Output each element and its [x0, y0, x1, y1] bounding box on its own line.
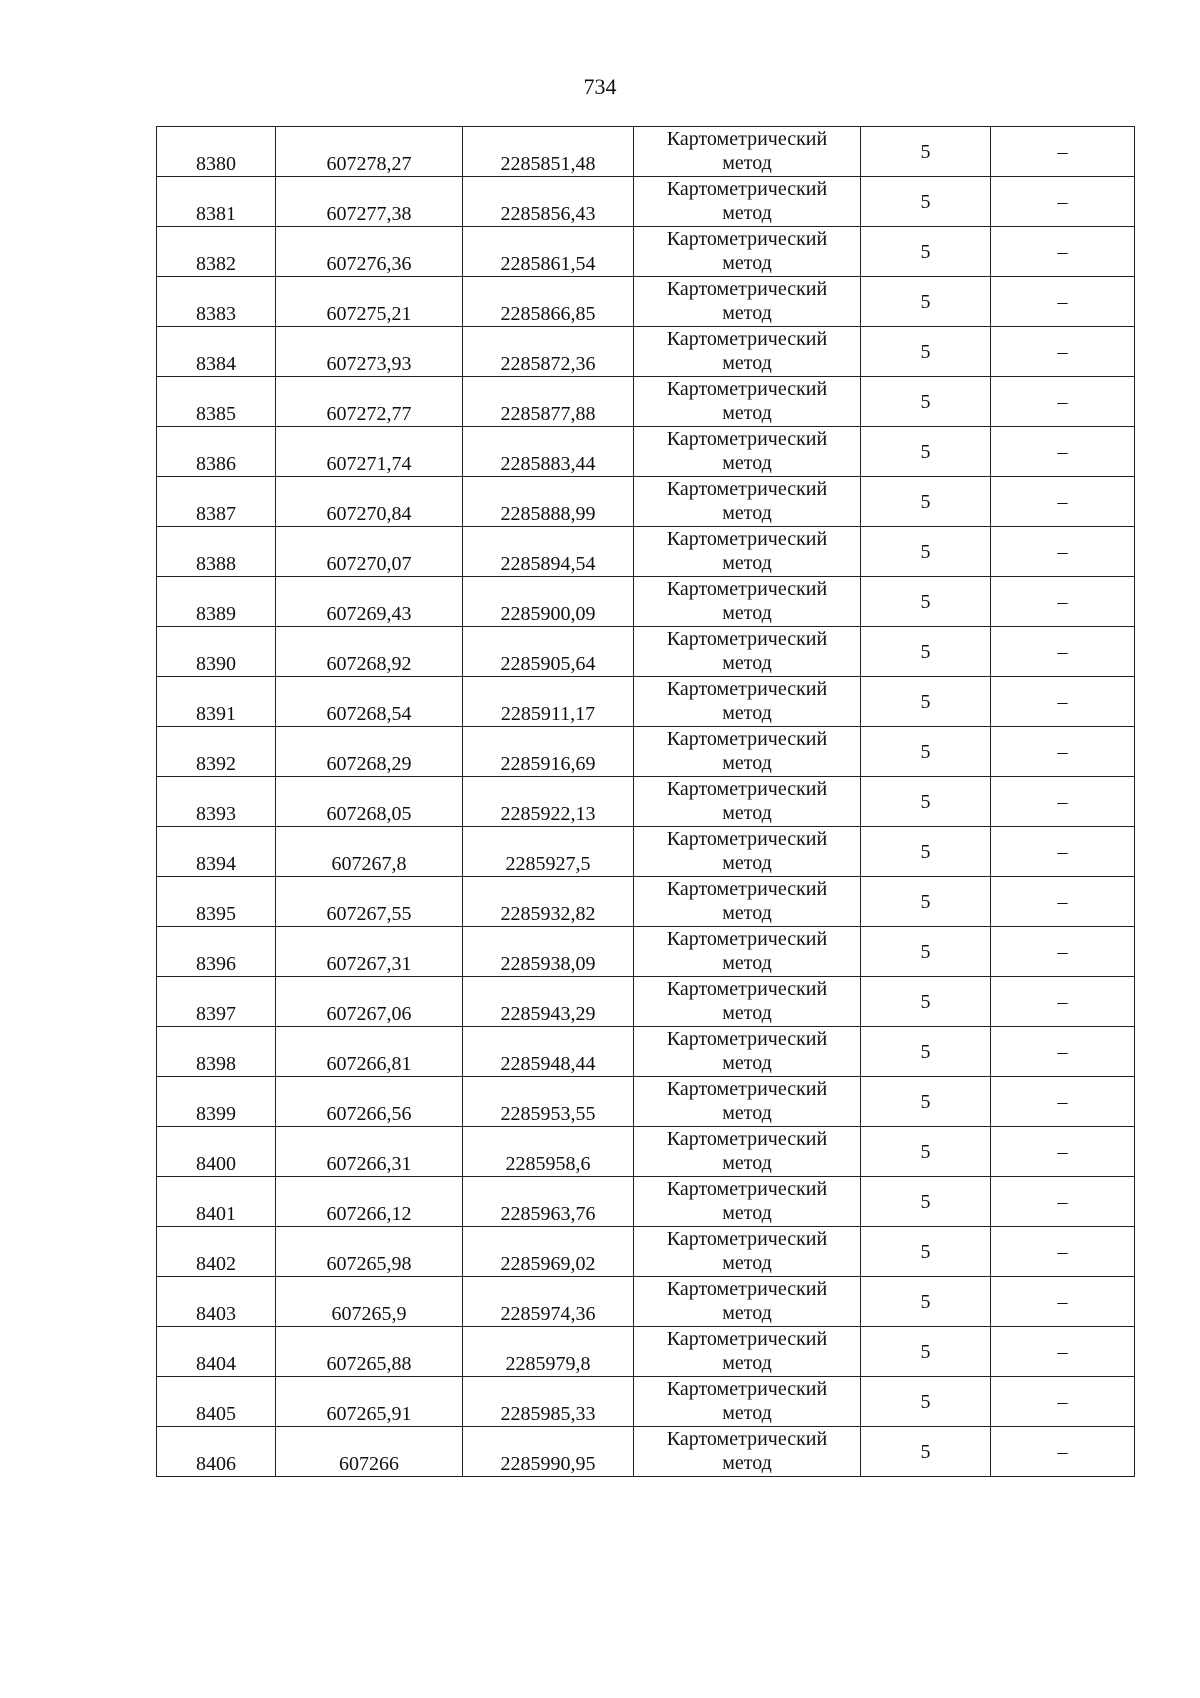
point-number-cell: 8386 — [157, 427, 276, 477]
method-cell — [634, 1127, 861, 1177]
page-number: 734 — [583, 74, 617, 99]
y-coordinate-cell: 2285888,99 — [463, 477, 634, 527]
table-row — [157, 1127, 1135, 1177]
method-line-2: метод — [722, 1402, 772, 1424]
accuracy-cell: 5 — [861, 1077, 991, 1127]
point-number-cell: 8385 — [157, 377, 276, 427]
table-row — [157, 577, 1135, 627]
accuracy-cell: 5 — [861, 877, 991, 927]
method-line-1: Картометрический — [666, 378, 828, 400]
method-line-2: метод — [722, 702, 772, 724]
x-coordinate-cell: 607278,27 — [276, 127, 463, 177]
accuracy-cell: 5 — [861, 1127, 991, 1177]
note-cell: – — [991, 1127, 1135, 1177]
y-coordinate-cell: 2285894,54 — [463, 527, 634, 577]
method-cell — [634, 1277, 861, 1327]
note-cell: – — [991, 927, 1135, 977]
method-line-1: Картометрический — [666, 1378, 828, 1400]
method-cell — [634, 1027, 861, 1077]
note-cell: – — [991, 577, 1135, 627]
x-coordinate-cell: 607273,93 — [276, 327, 463, 377]
y-coordinate-cell: 2285922,13 — [463, 777, 634, 827]
method-cell — [634, 127, 861, 177]
note-cell: – — [991, 1327, 1135, 1377]
method-line-1: Картометрический — [666, 1078, 828, 1100]
table-row — [157, 1327, 1135, 1377]
accuracy-cell: 5 — [861, 627, 991, 677]
point-number-cell: 8388 — [157, 527, 276, 577]
method-cell — [634, 377, 861, 427]
y-coordinate-cell: 2285985,33 — [463, 1377, 634, 1427]
method-cell — [634, 1377, 861, 1427]
method-line-2: метод — [722, 1202, 772, 1224]
point-number-cell: 8400 — [157, 1127, 276, 1177]
point-number-cell: 8398 — [157, 1027, 276, 1077]
method-line-2: метод — [722, 852, 772, 874]
table-row — [157, 1377, 1135, 1427]
method-cell — [634, 177, 861, 227]
method-cell — [634, 1227, 861, 1277]
point-number-cell: 8391 — [157, 677, 276, 727]
method-cell — [634, 277, 861, 327]
note-cell: – — [991, 1277, 1135, 1327]
table-row — [157, 1277, 1135, 1327]
point-number-cell: 8387 — [157, 477, 276, 527]
table-row — [157, 877, 1135, 927]
table-body — [157, 127, 1135, 1477]
note-cell: – — [991, 327, 1135, 377]
note-cell: – — [991, 1027, 1135, 1077]
table-row — [157, 1177, 1135, 1227]
point-number-cell: 8394 — [157, 827, 276, 877]
point-number-cell: 8390 — [157, 627, 276, 677]
y-coordinate-cell: 2285990,95 — [463, 1427, 634, 1477]
note-cell: – — [991, 627, 1135, 677]
point-number-cell: 8404 — [157, 1327, 276, 1377]
x-coordinate-cell: 607266,12 — [276, 1177, 463, 1227]
accuracy-cell: 5 — [861, 827, 991, 877]
method-line-2: метод — [722, 252, 772, 274]
method-line-1: Картометрический — [666, 878, 828, 900]
method-line-2: метод — [722, 452, 772, 474]
method-line-1: Картометрический — [666, 1128, 828, 1150]
method-line-1: Картометрический — [666, 328, 828, 350]
accuracy-cell: 5 — [861, 1177, 991, 1227]
point-number-cell: 8405 — [157, 1377, 276, 1427]
table-row — [157, 327, 1135, 377]
note-cell: – — [991, 977, 1135, 1027]
accuracy-cell: 5 — [861, 677, 991, 727]
method-line-1: Картометрический — [666, 628, 828, 650]
table-row — [157, 127, 1135, 177]
method-line-2: метод — [722, 1152, 772, 1174]
method-cell — [634, 477, 861, 527]
table-row — [157, 777, 1135, 827]
x-coordinate-cell: 607276,36 — [276, 227, 463, 277]
method-line-1: Картометрический — [666, 228, 828, 250]
accuracy-cell: 5 — [861, 577, 991, 627]
method-cell — [634, 1177, 861, 1227]
x-coordinate-cell: 607270,07 — [276, 527, 463, 577]
method-cell — [634, 877, 861, 927]
y-coordinate-cell: 2285856,43 — [463, 177, 634, 227]
note-cell: – — [991, 877, 1135, 927]
y-coordinate-cell: 2285958,6 — [463, 1127, 634, 1177]
y-coordinate-cell: 2285943,29 — [463, 977, 634, 1027]
point-number-cell: 8383 — [157, 277, 276, 327]
point-number-cell: 8389 — [157, 577, 276, 627]
method-cell — [634, 577, 861, 627]
method-line-2: метод — [722, 552, 772, 574]
note-cell: – — [991, 1377, 1135, 1427]
x-coordinate-cell: 607271,74 — [276, 427, 463, 477]
method-cell — [634, 927, 861, 977]
note-cell: – — [991, 227, 1135, 277]
y-coordinate-cell: 2285900,09 — [463, 577, 634, 627]
y-coordinate-cell: 2285938,09 — [463, 927, 634, 977]
method-cell — [634, 527, 861, 577]
method-cell — [634, 777, 861, 827]
x-coordinate-cell: 607266,81 — [276, 1027, 463, 1077]
method-line-1: Картометрический — [666, 1278, 828, 1300]
note-cell: – — [991, 827, 1135, 877]
method-cell — [634, 627, 861, 677]
point-number-cell: 8384 — [157, 327, 276, 377]
table-row — [157, 627, 1135, 677]
x-coordinate-cell: 607267,06 — [276, 977, 463, 1027]
point-number-cell: 8399 — [157, 1077, 276, 1127]
point-number-cell: 8403 — [157, 1277, 276, 1327]
method-line-2: метод — [722, 1452, 772, 1474]
accuracy-cell: 5 — [861, 777, 991, 827]
accuracy-cell: 5 — [861, 927, 991, 977]
method-line-1: Картометрический — [666, 428, 828, 450]
method-line-2: метод — [722, 352, 772, 374]
note-cell: – — [991, 277, 1135, 327]
method-line-1: Картометрический — [666, 1028, 828, 1050]
table-row — [157, 1027, 1135, 1077]
table-row — [157, 927, 1135, 977]
accuracy-cell: 5 — [861, 377, 991, 427]
method-line-2: метод — [722, 602, 772, 624]
method-line-2: метод — [722, 1352, 772, 1374]
method-line-2: метод — [722, 402, 772, 424]
accuracy-cell: 5 — [861, 427, 991, 477]
x-coordinate-cell: 607265,88 — [276, 1327, 463, 1377]
accuracy-cell: 5 — [861, 1377, 991, 1427]
table-row — [157, 427, 1135, 477]
note-cell: – — [991, 1227, 1135, 1277]
accuracy-cell: 5 — [861, 327, 991, 377]
y-coordinate-cell: 2285911,17 — [463, 677, 634, 727]
method-line-1: Картометрический — [666, 278, 828, 300]
accuracy-cell: 5 — [861, 477, 991, 527]
point-number-cell: 8393 — [157, 777, 276, 827]
method-line-2: метод — [722, 802, 772, 824]
x-coordinate-cell: 607270,84 — [276, 477, 463, 527]
x-coordinate-cell: 607265,9 — [276, 1277, 463, 1327]
note-cell: – — [991, 377, 1135, 427]
method-line-2: метод — [722, 902, 772, 924]
method-line-1: Картометрический — [666, 1228, 828, 1250]
y-coordinate-cell: 2285877,88 — [463, 377, 634, 427]
table-row — [157, 377, 1135, 427]
y-coordinate-cell: 2285969,02 — [463, 1227, 634, 1277]
method-cell — [634, 227, 861, 277]
method-line-2: метод — [722, 1252, 772, 1274]
method-line-1: Картометрический — [666, 178, 828, 200]
accuracy-cell: 5 — [861, 527, 991, 577]
method-line-2: метод — [722, 1302, 772, 1324]
x-coordinate-cell: 607267,31 — [276, 927, 463, 977]
y-coordinate-cell: 2285963,76 — [463, 1177, 634, 1227]
accuracy-cell: 5 — [861, 1427, 991, 1477]
point-number-cell: 8392 — [157, 727, 276, 777]
x-coordinate-cell: 607268,05 — [276, 777, 463, 827]
method-line-2: метод — [722, 202, 772, 224]
method-line-2: метод — [722, 752, 772, 774]
accuracy-cell: 5 — [861, 177, 991, 227]
note-cell: – — [991, 127, 1135, 177]
table-row — [157, 1427, 1135, 1477]
method-line-2: метод — [722, 1052, 772, 1074]
method-line-2: метод — [722, 502, 772, 524]
method-line-2: метод — [722, 1102, 772, 1124]
table-row — [157, 827, 1135, 877]
x-coordinate-cell: 607272,77 — [276, 377, 463, 427]
x-coordinate-cell: 607265,91 — [276, 1377, 463, 1427]
y-coordinate-cell: 2285948,44 — [463, 1027, 634, 1077]
point-number-cell: 8381 — [157, 177, 276, 227]
table-row — [157, 977, 1135, 1027]
note-cell: – — [991, 1077, 1135, 1127]
method-cell — [634, 727, 861, 777]
method-line-2: метод — [722, 952, 772, 974]
method-line-2: метод — [722, 152, 772, 174]
y-coordinate-cell: 2285953,55 — [463, 1077, 634, 1127]
method-cell — [634, 1077, 861, 1127]
method-line-1: Картометрический — [666, 1328, 828, 1350]
x-coordinate-cell: 607266,31 — [276, 1127, 463, 1177]
y-coordinate-cell: 2285905,64 — [463, 627, 634, 677]
point-number-cell: 8397 — [157, 977, 276, 1027]
x-coordinate-cell: 607266 — [276, 1427, 463, 1477]
method-line-2: метод — [722, 1002, 772, 1024]
x-coordinate-cell: 607268,29 — [276, 727, 463, 777]
accuracy-cell: 5 — [861, 1327, 991, 1377]
x-coordinate-cell: 607269,43 — [276, 577, 463, 627]
x-coordinate-cell: 607268,54 — [276, 677, 463, 727]
note-cell: – — [991, 677, 1135, 727]
x-coordinate-cell: 607266,56 — [276, 1077, 463, 1127]
x-coordinate-cell: 607265,98 — [276, 1227, 463, 1277]
method-cell — [634, 327, 861, 377]
point-number-cell: 8380 — [157, 127, 276, 177]
y-coordinate-cell: 2285974,36 — [463, 1277, 634, 1327]
table-row — [157, 1077, 1135, 1127]
method-cell — [634, 1427, 861, 1477]
table-row — [157, 277, 1135, 327]
y-coordinate-cell: 2285979,8 — [463, 1327, 634, 1377]
point-number-cell: 8395 — [157, 877, 276, 927]
accuracy-cell: 5 — [861, 1277, 991, 1327]
y-coordinate-cell: 2285883,44 — [463, 427, 634, 477]
method-line-1: Картометрический — [666, 1428, 828, 1450]
note-cell: – — [991, 777, 1135, 827]
note-cell: – — [991, 427, 1135, 477]
y-coordinate-cell: 2285866,85 — [463, 277, 634, 327]
y-coordinate-cell: 2285872,36 — [463, 327, 634, 377]
table-row — [157, 727, 1135, 777]
method-line-1: Картометрический — [666, 478, 828, 500]
point-number-cell: 8396 — [157, 927, 276, 977]
point-number-cell: 8406 — [157, 1427, 276, 1477]
table-row — [157, 677, 1135, 727]
point-number-cell: 8402 — [157, 1227, 276, 1277]
accuracy-cell: 5 — [861, 277, 991, 327]
accuracy-cell: 5 — [861, 977, 991, 1027]
note-cell: – — [991, 1427, 1135, 1477]
table-row — [157, 177, 1135, 227]
y-coordinate-cell: 2285932,82 — [463, 877, 634, 927]
coordinates-table — [156, 126, 1135, 1477]
table-row — [157, 1227, 1135, 1277]
point-number-cell: 8382 — [157, 227, 276, 277]
method-cell — [634, 427, 861, 477]
note-cell: – — [991, 727, 1135, 777]
y-coordinate-cell: 2285927,5 — [463, 827, 634, 877]
method-line-1: Картометрический — [666, 828, 828, 850]
accuracy-cell: 5 — [861, 1027, 991, 1077]
method-line-2: метод — [722, 652, 772, 674]
method-line-1: Картометрический — [666, 778, 828, 800]
method-line-1: Картометрический — [666, 1178, 828, 1200]
x-coordinate-cell: 607268,92 — [276, 627, 463, 677]
x-coordinate-cell: 607267,55 — [276, 877, 463, 927]
method-line-1: Картометрический — [666, 578, 828, 600]
x-coordinate-cell: 607277,38 — [276, 177, 463, 227]
note-cell: – — [991, 177, 1135, 227]
method-line-1: Картометрический — [666, 728, 828, 750]
x-coordinate-cell: 607275,21 — [276, 277, 463, 327]
table-row — [157, 527, 1135, 577]
method-line-1: Картометрический — [666, 528, 828, 550]
method-line-2: метод — [722, 302, 772, 324]
note-cell: – — [991, 1177, 1135, 1227]
method-cell — [634, 1327, 861, 1377]
method-cell — [634, 677, 861, 727]
y-coordinate-cell: 2285851,48 — [463, 127, 634, 177]
accuracy-cell: 5 — [861, 727, 991, 777]
method-line-1: Картометрический — [666, 678, 828, 700]
note-cell: – — [991, 527, 1135, 577]
method-line-1: Картометрический — [666, 128, 828, 150]
method-line-1: Картометрический — [666, 978, 828, 1000]
method-cell — [634, 977, 861, 1027]
y-coordinate-cell: 2285861,54 — [463, 227, 634, 277]
accuracy-cell: 5 — [861, 1227, 991, 1277]
method-cell — [634, 827, 861, 877]
note-cell: – — [991, 477, 1135, 527]
method-line-1: Картометрический — [666, 928, 828, 950]
table-row — [157, 227, 1135, 277]
accuracy-cell: 5 — [861, 127, 991, 177]
table-row — [157, 477, 1135, 527]
point-number-cell: 8401 — [157, 1177, 276, 1227]
x-coordinate-cell: 607267,8 — [276, 827, 463, 877]
y-coordinate-cell: 2285916,69 — [463, 727, 634, 777]
accuracy-cell: 5 — [861, 227, 991, 277]
